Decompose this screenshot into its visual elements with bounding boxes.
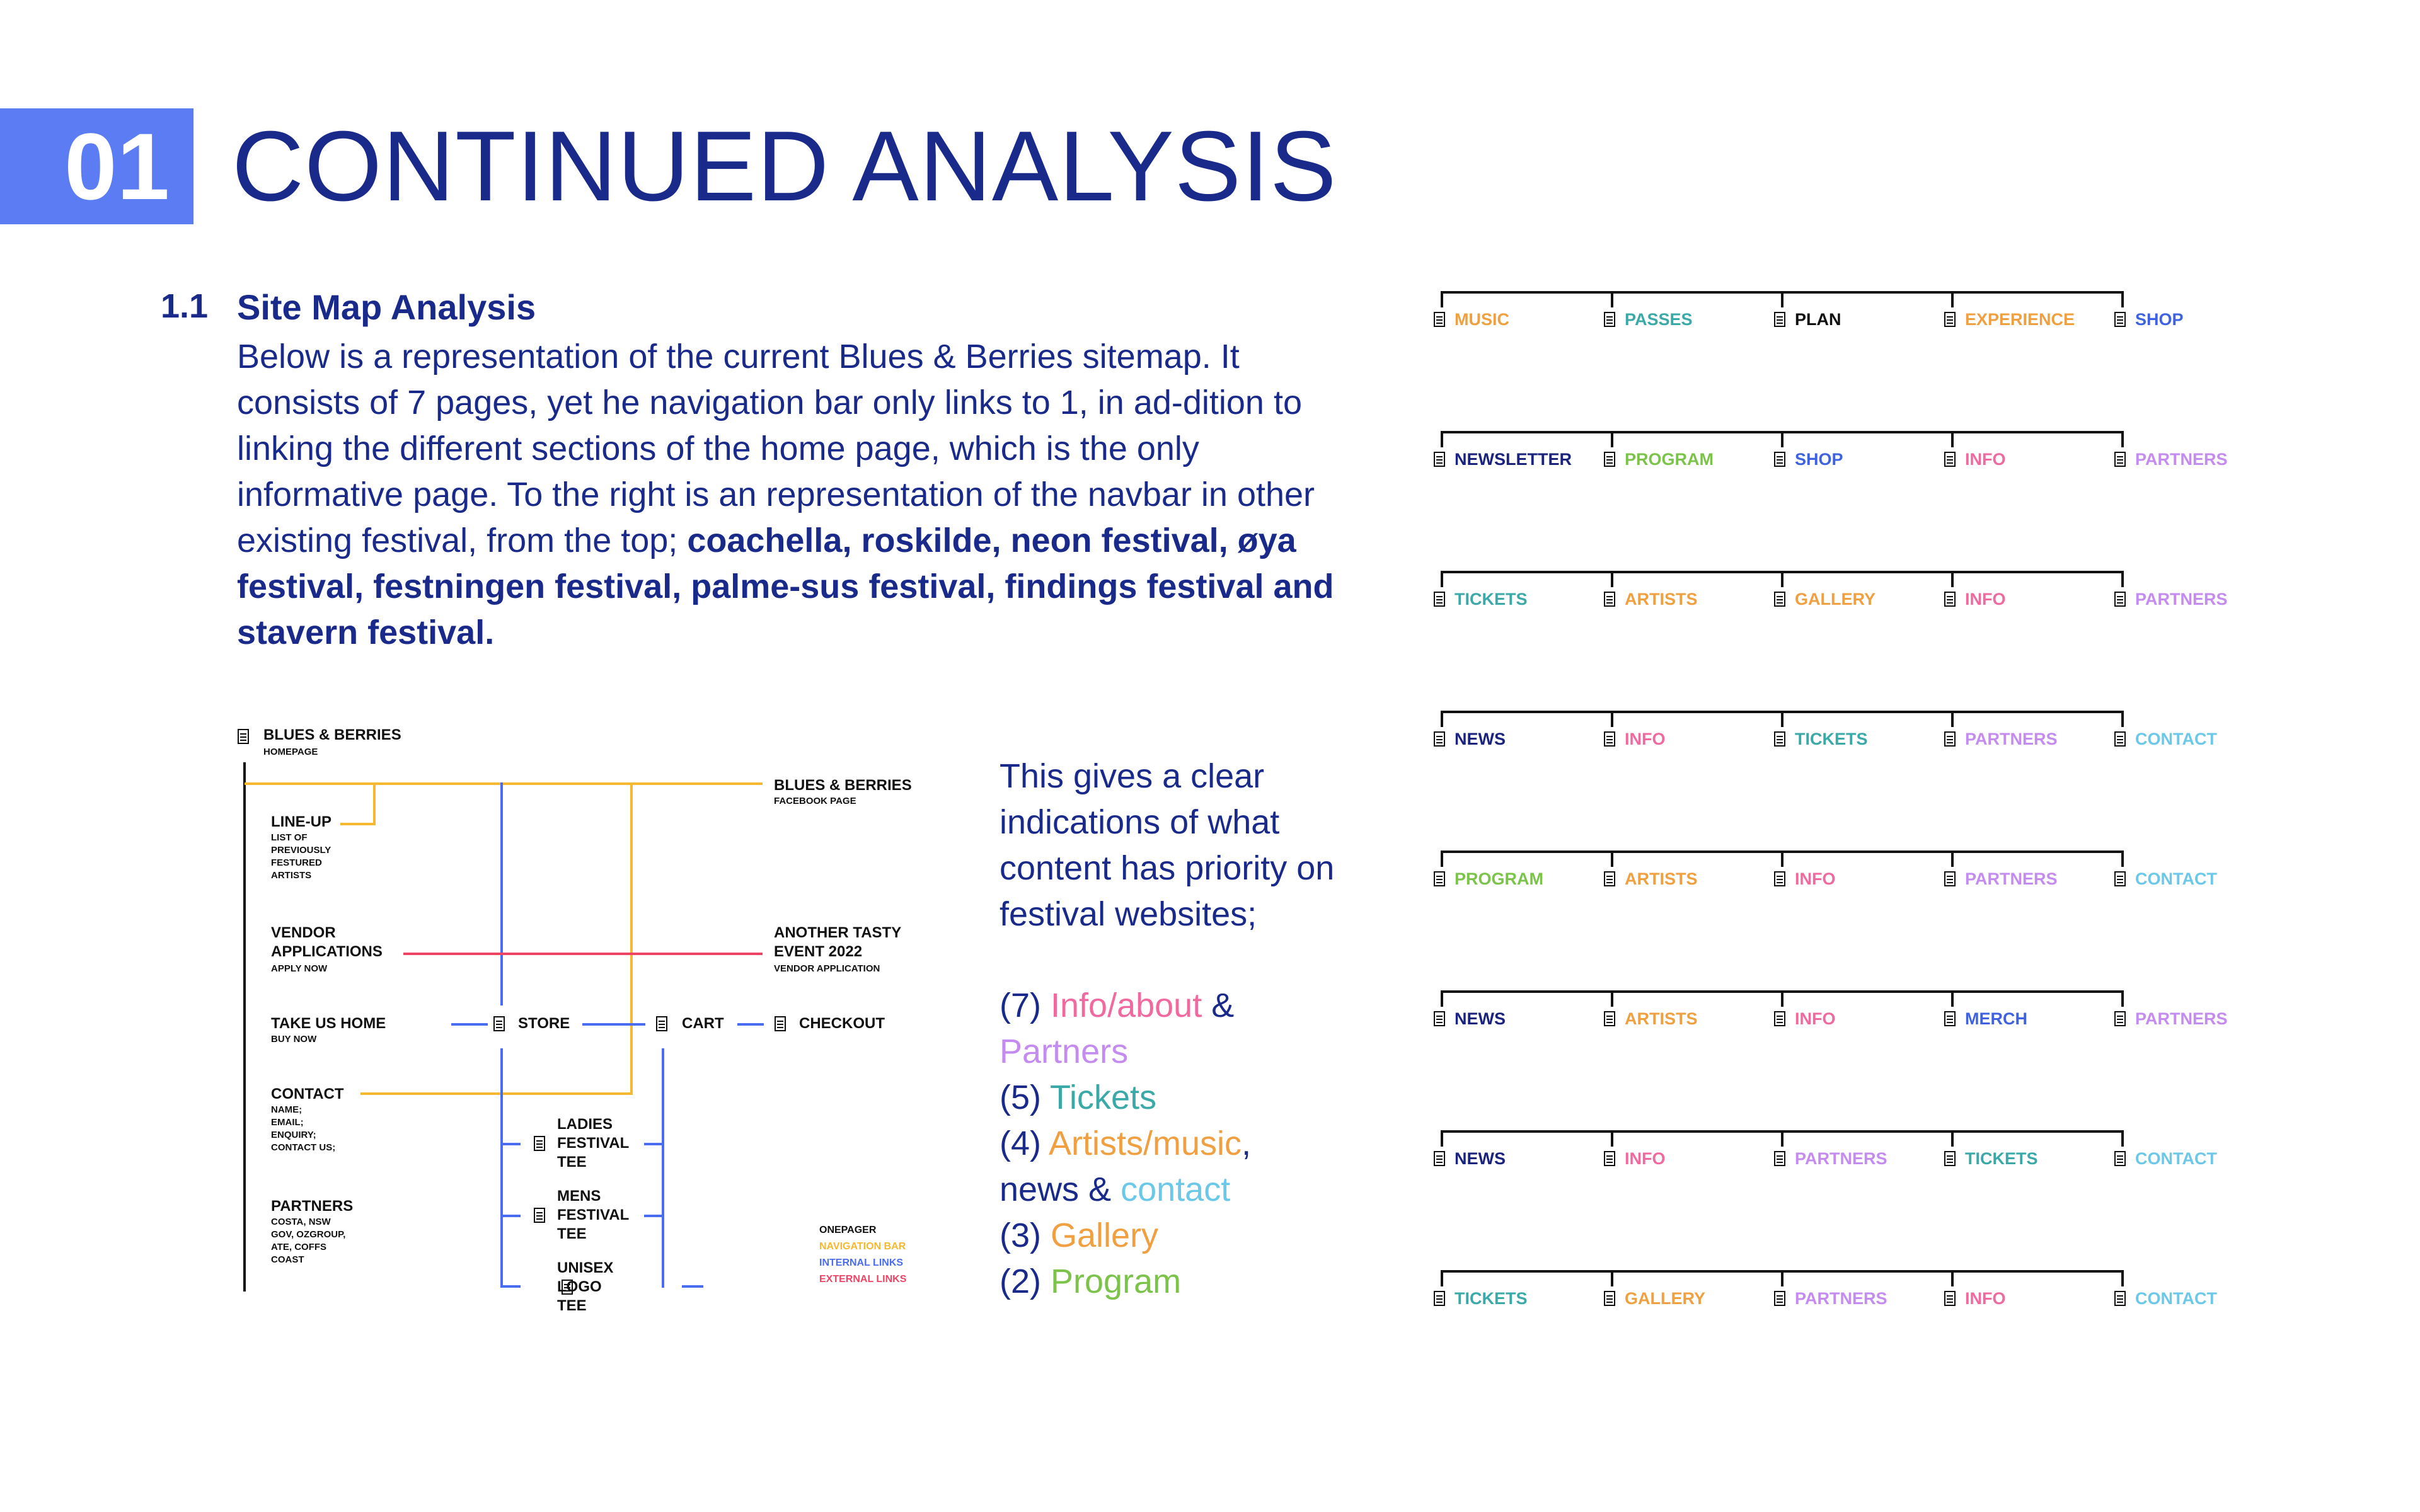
navbar-tick: [2121, 711, 2124, 727]
navbar-tick: [1441, 1270, 1443, 1286]
navbar-item-label: NEWSLETTER: [1455, 450, 1572, 469]
navbar-line: [245, 782, 763, 785]
page-icon: [2114, 871, 2126, 887]
navbar-tick: [1951, 1130, 1954, 1147]
internal-link-line: [737, 1023, 764, 1026]
page-icon: [1433, 451, 1446, 467]
page-icon: [1433, 871, 1446, 887]
page-icon: [1433, 1011, 1446, 1027]
store-label: STORE: [518, 1015, 570, 1032]
navbar-row-findings: [1431, 1130, 2307, 1187]
navbar-tick: [1611, 1130, 1613, 1147]
navbar-item-label: ARTISTS: [1625, 590, 1698, 609]
navbar-item-label: PARTNERS: [1795, 1289, 1887, 1308]
mens-tee-label: MENS FESTIVAL TEE: [557, 1188, 630, 1242]
page-icon: [1603, 311, 1616, 328]
page-icon: [1944, 1011, 1956, 1027]
page-icon: [2114, 591, 2126, 607]
navbar-tick: [1951, 1270, 1954, 1286]
page-icon: [1433, 311, 1446, 328]
page-icon: [1944, 311, 1956, 328]
navbar-item-label: GALLERY: [1625, 1289, 1705, 1308]
navbar-item-label: MUSIC: [1455, 310, 1509, 329]
navbar-tick: [1611, 1270, 1613, 1286]
facebook-title: BLUES & BERRIES: [774, 777, 912, 794]
navbar-tick: [1781, 431, 1783, 447]
page-icon: [1773, 731, 1786, 747]
navbar-item-label: EXPERIENCE: [1965, 310, 2075, 329]
internal-link-line: [500, 1048, 503, 1288]
page-icon: [1603, 731, 1616, 747]
navbar-item-label: INFO: [1965, 1289, 2006, 1308]
contact-title: CONTACT: [271, 1085, 344, 1102]
navbar-item-label: TICKETS: [1455, 1289, 1528, 1308]
page-icon: [1603, 1150, 1616, 1167]
page-icon: [2114, 311, 2126, 328]
page-icon: [1433, 1290, 1446, 1307]
navbar-row-oya: [1431, 711, 2307, 767]
page-icon: [2114, 1150, 2126, 1167]
priority-tickets: Tickets: [1050, 1079, 1157, 1116]
navbar-line: [340, 823, 376, 825]
page-icon: [655, 1016, 668, 1032]
navbar-row-roskilde: [1431, 431, 2307, 488]
priority-partners: Partners: [1000, 1033, 1129, 1070]
internal-link-line: [500, 782, 503, 1005]
takehome-subtitle: BUY NOW: [271, 1034, 317, 1045]
subsection-title: Site Map Analysis: [237, 287, 536, 327]
navbar-tick: [1441, 571, 1443, 587]
navbar-tick: [1951, 431, 1954, 447]
navbar-item-label: INFO: [1625, 1149, 1666, 1168]
navbar-tick: [1611, 571, 1613, 587]
unisex-tee-label: UNISEX LOGO TEE: [557, 1259, 614, 1314]
internal-link-line: [682, 1285, 703, 1288]
navbar-tick: [1781, 990, 1783, 1007]
cart-label: CART: [682, 1015, 724, 1032]
page-icon: [2114, 1290, 2126, 1307]
priority-gallery: Gallery: [1051, 1217, 1159, 1254]
navbar-item-label: PASSES: [1625, 310, 1693, 329]
navbar-item-label: GALLERY: [1795, 590, 1876, 609]
internal-link-line: [502, 1215, 521, 1217]
page-icon: [1773, 451, 1786, 467]
navbar-item-label: CONTACT: [2135, 869, 2217, 888]
vendor-title: VENDOR APPLICATIONS: [271, 924, 383, 960]
internal-link-line: [644, 1143, 663, 1145]
subsection-number: 1.1: [161, 287, 209, 325]
navbar-tick: [1951, 711, 1954, 727]
legend-external-links: EXTERNAL LINKS: [819, 1274, 907, 1285]
page-icon: [1433, 731, 1446, 747]
navbar-tick: [2121, 571, 2124, 587]
navbar-line: [373, 782, 376, 825]
facebook-subtitle: FACEBOOK PAGE: [774, 796, 856, 806]
navbar-tick: [2121, 1130, 2124, 1147]
navbar-tick: [1441, 850, 1443, 867]
priority-2: (2) Program: [1000, 1263, 1182, 1300]
page-title: CONTINUED ANALYSIS: [232, 111, 1337, 222]
page-icon: [1944, 1150, 1956, 1167]
home-subtitle: HOMEPAGE: [263, 747, 318, 757]
priority-4-contact: news & contact: [1000, 1171, 1231, 1208]
navbar-tick: [1611, 431, 1613, 447]
navbar-tick: [2121, 850, 2124, 867]
navbar-tick: [1441, 291, 1443, 307]
page-icon: [1773, 311, 1786, 328]
navbar-item-label: CONTACT: [2135, 1149, 2217, 1168]
internal-link-line: [451, 1023, 488, 1026]
navbar-item-label: INFO: [1795, 1009, 1836, 1028]
priority-7-partners: [1000, 1029, 1352, 1075]
page-icon: [1603, 1011, 1616, 1027]
priority-7: (7) Info/about &: [1000, 987, 1235, 1024]
navbar-tick: [1951, 990, 1954, 1007]
navbar-item-label: NEWS: [1455, 1149, 1506, 1168]
navbar-tick: [2121, 291, 2124, 307]
navbar-tick: [1781, 1130, 1783, 1147]
page-icon: [2114, 451, 2126, 467]
navbar-item-label: PARTNERS: [2135, 450, 2228, 469]
navbar-tick: [1781, 291, 1783, 307]
partners-title: PARTNERS: [271, 1198, 354, 1215]
event-subtitle: VENDOR APPLICATION: [774, 963, 880, 974]
navbar-line: [360, 1092, 633, 1095]
priority-program: Program: [1051, 1263, 1182, 1300]
navbar-tick: [1441, 1130, 1443, 1147]
navbar-tick: [1441, 431, 1443, 447]
page-icon: [774, 1016, 786, 1032]
navbar-item-label: ARTISTS: [1625, 869, 1698, 888]
navbar-item-label: INFO: [1965, 590, 2006, 609]
page-icon: [533, 1135, 546, 1152]
navbar-tick: [1951, 571, 1954, 587]
page-icon: [1773, 1011, 1786, 1027]
page-icon: [1433, 591, 1446, 607]
priority-contact: contact: [1121, 1171, 1231, 1208]
page-icon: [1944, 1290, 1956, 1307]
summary-text: This gives a clear indications of what content has priority on festival websites;: [1000, 757, 1335, 933]
priority-3: (3) Gallery: [1000, 1217, 1159, 1254]
page-icon: [533, 1207, 546, 1223]
lineup-subtitle: LIST OF PREVIOUSLY FESTURED ARTISTS: [271, 832, 331, 881]
navbar-row-neon: [1431, 571, 2307, 627]
navbar-tick: [2121, 990, 2124, 1007]
navbar-tick: [1951, 291, 1954, 307]
internal-link-line: [662, 1048, 664, 1288]
navbar-tick: [1611, 850, 1613, 867]
navbar-item-label: CONTACT: [2135, 1289, 2217, 1308]
partners-subtitle: COSTA, NSW GOV, OZGROUP, ATE, COFFS COAST: [271, 1217, 346, 1265]
page-icon: [1944, 871, 1956, 887]
navbar-item-label: PARTNERS: [1965, 730, 2058, 748]
contact-subtitle: NAME; EMAIL; ENQUIRY; CONTACT US;: [271, 1104, 336, 1153]
navbar-row-palmesus: [1431, 990, 2307, 1047]
navbar-item-label: PROGRAM: [1455, 869, 1543, 888]
navbar-tick: [1781, 850, 1783, 867]
navbar-line: [630, 782, 633, 1095]
legend-navigation-bar: NAVIGATION BAR: [819, 1241, 906, 1252]
onepager-line: [243, 762, 246, 1292]
navbar-item-label: SHOP: [1795, 450, 1843, 469]
navbar-tick: [1441, 711, 1443, 727]
navbar-item-label: MERCH: [1965, 1009, 2027, 1028]
page-icon: [237, 728, 250, 745]
page-icon: [1603, 451, 1616, 467]
navbar-item-label: PLAN: [1795, 310, 1841, 329]
navbar-item-label: CONTACT: [2135, 730, 2217, 748]
navbar-tick: [2121, 431, 2124, 447]
home-title: BLUES & BERRIES: [263, 726, 401, 743]
navbar-item-label: PARTNERS: [1795, 1149, 1887, 1168]
page-icon: [1773, 1290, 1786, 1307]
page-icon: [1773, 871, 1786, 887]
priority-4: (4) Artists/music,: [1000, 1125, 1252, 1162]
page-icon: [1773, 1150, 1786, 1167]
navbar-item-label: INFO: [1795, 869, 1836, 888]
internal-link-line: [582, 1023, 645, 1026]
navbar-row-coachella: [1431, 291, 2307, 348]
page-icon: [1944, 591, 1956, 607]
legend-internal-links: INTERNAL LINKS: [819, 1257, 904, 1268]
navbar-item-label: TICKETS: [1965, 1149, 2038, 1168]
intro-festival-list: coachella, roskilde, neon festival, øya festival, festningen festival, palme-sus festival, findings festival and stavern festival.: [237, 522, 1334, 651]
navbar-item-label: PARTNERS: [2135, 1009, 2228, 1028]
navbar-tick: [1611, 711, 1613, 727]
navbar-row-festningen: [1431, 850, 2307, 907]
takehome-title: TAKE US HOME: [271, 1015, 386, 1032]
page-icon: [2114, 1011, 2126, 1027]
page-icon: [493, 1016, 505, 1032]
navbar-tick: [1951, 850, 1954, 867]
navbar-tick: [1611, 291, 1613, 307]
priority-info: Info/about: [1051, 987, 1202, 1024]
intro-paragraph: [237, 334, 1352, 656]
page-icon: [1603, 591, 1616, 607]
page-icon: [2114, 731, 2126, 747]
event-title: ANOTHER TASTY EVENT 2022: [774, 924, 902, 960]
internal-link-line: [502, 1143, 521, 1145]
navbar-tick: [2121, 1270, 2124, 1286]
navbar-row-stavern: [1431, 1270, 2307, 1327]
page-icon: [1773, 591, 1786, 607]
navbar-tick: [1781, 711, 1783, 727]
navbar-tick: [1441, 990, 1443, 1007]
navbar-tick: [1781, 1270, 1783, 1286]
ladies-tee-label: LADIES FESTIVAL TEE: [557, 1116, 630, 1171]
navbar-item-label: PROGRAM: [1625, 450, 1714, 469]
internal-link-line: [502, 1285, 521, 1288]
page-icon: [1944, 451, 1956, 467]
navbar-item-label: ARTISTS: [1625, 1009, 1698, 1028]
navbar-tick: [1781, 571, 1783, 587]
navbar-item-label: PARTNERS: [1965, 869, 2058, 888]
vendor-subtitle: APPLY NOW: [271, 963, 328, 974]
navbar-item-label: TICKETS: [1795, 730, 1868, 748]
navbar-item-label: INFO: [1965, 450, 2006, 469]
navbar-item-label: SHOP: [2135, 310, 2184, 329]
page-icon: [1944, 731, 1956, 747]
priority-artists: Artists/music: [1049, 1125, 1242, 1162]
internal-link-line: [644, 1215, 663, 1217]
navbar-item-label: NEWS: [1455, 730, 1506, 748]
legend-onepager: ONEPAGER: [819, 1225, 877, 1235]
external-link-line: [403, 953, 763, 955]
page-icon: [1603, 1290, 1616, 1307]
priority-list: [1000, 983, 1352, 1305]
navbar-item-label: INFO: [1625, 730, 1666, 748]
lineup-title: LINE-UP: [271, 813, 331, 830]
navbar-item-label: TICKETS: [1455, 590, 1528, 609]
page-icon: [1603, 871, 1616, 887]
section-number: 01: [64, 113, 170, 219]
checkout-label: CHECKOUT: [799, 1015, 885, 1032]
page-icon: [1433, 1150, 1446, 1167]
navbar-item-label: PARTNERS: [2135, 590, 2228, 609]
navbar-item-label: NEWS: [1455, 1009, 1506, 1028]
navbar-tick: [1611, 990, 1613, 1007]
priority-5: (5) Tickets: [1000, 1079, 1157, 1116]
intro-text: Below is a representation of the current Blues & Berries sitemap. It consists of 7 pages, yet he navigation bar only links to 1, in ad-dition to linking the different sections of the home page, which is the only informative page. To the right is an representation of the navbar in other existing festival, from the top;: [237, 338, 1315, 559]
